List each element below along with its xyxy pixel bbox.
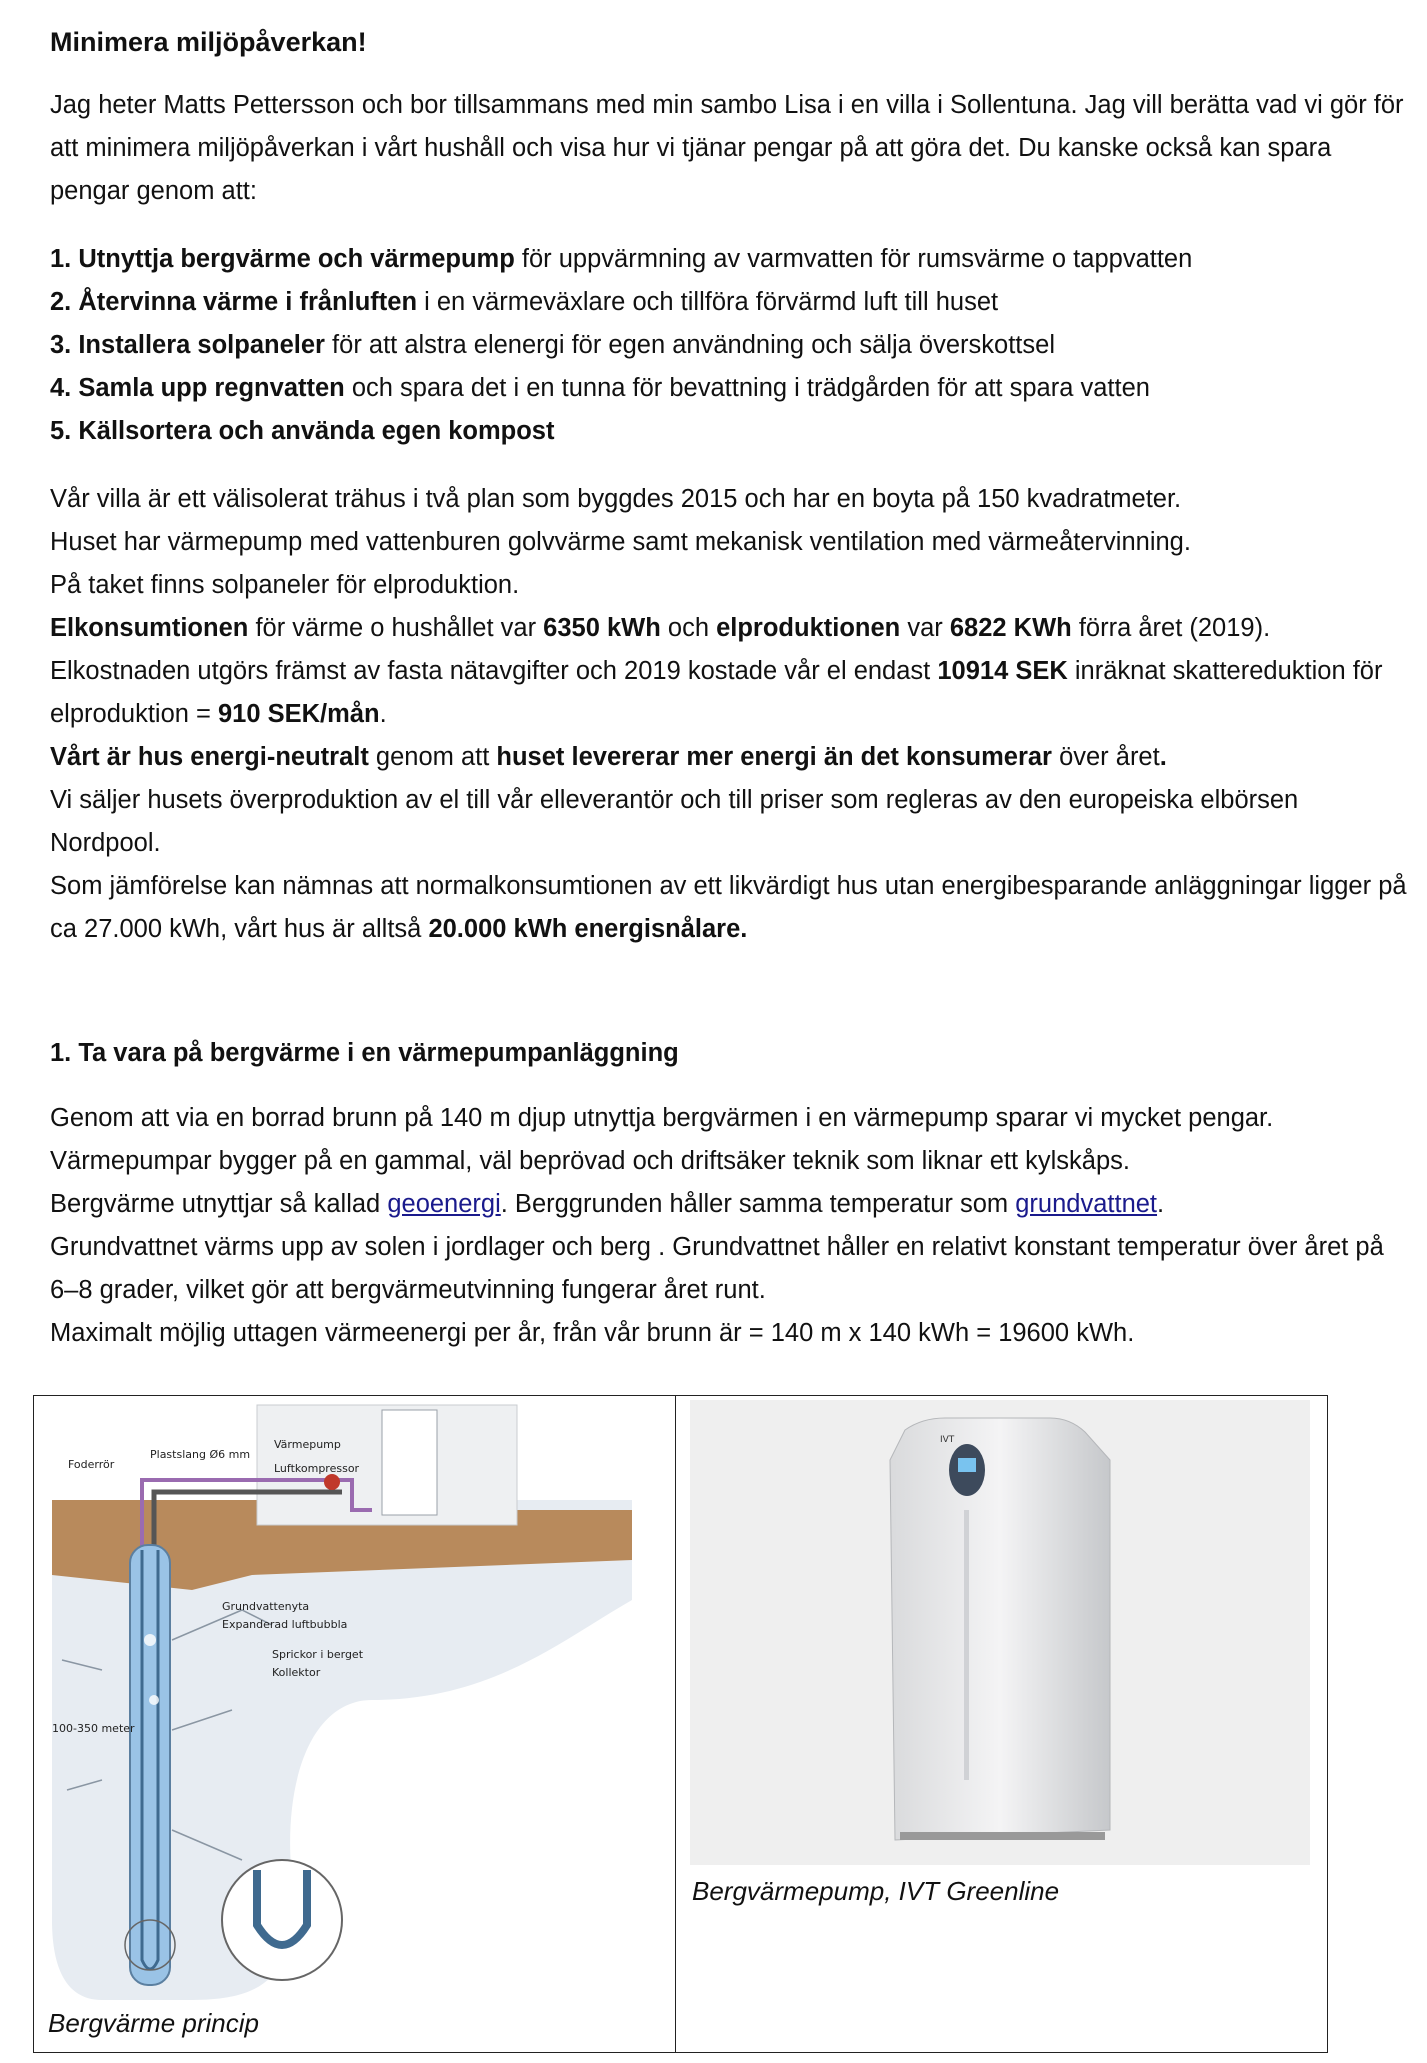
borehole (130, 1545, 170, 1985)
cabinet-stripe (964, 1510, 969, 1780)
sell-paragraph: Vi säljer husets överproduktion av el till vår elleverantör och till priser som regleras av den europeiska elbörsen Nordpool. (50, 786, 1299, 857)
section-heading: 1. Ta vara på bergvärme i en värmepumpanläggning (50, 1039, 679, 1067)
consumption-line: Elkonsumtionen för värme o hushållet var 6350 kWh och elproduktionen var 6822 KWh förra året (2019). (50, 614, 1271, 642)
cabinet-base (900, 1832, 1105, 1840)
compressor-icon (324, 1474, 340, 1490)
geoenergi-link[interactable]: geoenergi (387, 1190, 501, 1218)
figure-cell-diagram (34, 1396, 676, 2052)
label-plastslang: Plastslang Ø6 mm (150, 1448, 251, 1461)
label-depth: 100-350 meter (52, 1722, 135, 1735)
geo-paragraph: Maximalt möjlig uttagen värmeenergi per år, från vår brunn är = 140 m x 140 kWh = 19600 kWh. (50, 1319, 1135, 1347)
action-list (50, 238, 1415, 453)
intro-paragraph: Jag heter Matts Pettersson och bor tillsammans med min sambo Lisa i en villa i Sollentuna. Jag vill berätta vad vi gör för att minimera miljöpåverkan i vårt hushåll och visa hur vi tjänar pengar på att göra det. Du kanske också kan spara pengar genom att: (50, 91, 1404, 205)
house-line: På taket finns solpaneler för elproduktion. (50, 571, 520, 599)
label-varmepump: Värmepump (274, 1438, 341, 1451)
label-luftkompressor: Luftkompressor (274, 1462, 360, 1475)
figure-table (33, 1395, 1328, 2053)
magnifier-circle (222, 1860, 342, 1980)
geothermal-section (50, 1097, 1415, 1355)
page-title: Minimera miljöpåverkan! (50, 27, 367, 57)
list-item: 3. Installera solpaneler för att alstra elenergi för egen användning och sälja överskottsel (50, 331, 1055, 359)
comparison-paragraph: Som jämförelse kan nämnas att normalkonsumtionen av ett likvärdigt hus utan energibesparande anläggningar ligger på ca 27.000 kWh, vårt hus är alltså 20.000 kWh energisnålare. (50, 872, 1407, 943)
label-sprickor: Sprickor i berget (272, 1648, 364, 1661)
label-kollektor: Kollektor (272, 1666, 321, 1679)
geo-paragraph: Bergvärme utnyttjar så kallad geoenergi. Berggrunden håller samma temperatur som grundvattnet. (50, 1190, 1165, 1218)
geo-paragraph: Genom att via en borrad brunn på 140 m djup utnyttja bergvärmen i en värmepump sparar vi mycket pengar. (50, 1104, 1274, 1132)
grundvattnet-link[interactable]: grundvattnet (1015, 1190, 1158, 1218)
list-item: 2. Återvinna värme i frånluften i en värmeväxlare och tillföra förvärmd luft till huset (50, 288, 999, 316)
list-item: 4. Samla upp regnvatten och spara det i en tunna för bevattning i trädgården för att spara vatten (50, 374, 1150, 402)
house-description (50, 478, 1415, 951)
geo-paragraph: Grundvattnet värms upp av solen i jordlager och berg . Grundvattnet håller en relativt konstant temperatur över året på 6–8 grader, vilket gör att bergvärmeutvinning fungerar året runt. (50, 1233, 1384, 1304)
cost-paragraph: Elkostnaden utgörs främst av fasta nätavgifter och 2019 kostade vår el endast 10914 SEK inräknat skattereduktion för elproduktion = 910 SEK/mån. (50, 657, 1383, 728)
pump-cabinet (890, 1418, 1110, 1840)
label-grundvattenyta: Grundvattenyta (222, 1600, 310, 1613)
pump-brand: IVT (940, 1435, 955, 1445)
caption-diagram: Bergvärme princip (48, 2008, 259, 2038)
heat-pump-photo (690, 1400, 1310, 1865)
house-line: Vår villa är ett välisolerat trähus i två plan som byggdes 2015 och har en boyta på 150 kvadratmeter. (50, 485, 1182, 513)
heat-pump-unit (382, 1410, 437, 1515)
geo-paragraph: Värmepumpar bygger på en gammal, väl beprövad och driftsäker teknik som liknar ett kylskåps. (50, 1147, 1130, 1175)
list-item: 5. Källsortera och använda egen kompost (50, 417, 555, 445)
label-foderror: Foderrör (68, 1458, 115, 1471)
list-item: 1. Utnyttja bergvärme och värmepump för uppvärmning av varmvatten för rumsvärme o tappvatten (50, 245, 1193, 273)
energy-neutral-line: Vårt är hus energi-neutralt genom att huset levererar mer energi än det konsumerar över året. (50, 743, 1167, 771)
figure-cell-product (676, 1396, 1327, 2052)
house-line: Huset har värmepump med vattenburen golvvärme samt mekanisk ventilation med värmeåtervinning. (50, 528, 1191, 556)
air-bubble (149, 1695, 159, 1705)
label-luftbubbla: Expanderad luftbubbla (222, 1618, 348, 1631)
air-bubble (144, 1634, 156, 1646)
geothermal-diagram (42, 1400, 632, 2000)
display-screen (958, 1458, 976, 1472)
document-page (50, 22, 1415, 1355)
caption-product: Bergvärmepump, IVT Greenline (692, 1876, 1060, 1906)
